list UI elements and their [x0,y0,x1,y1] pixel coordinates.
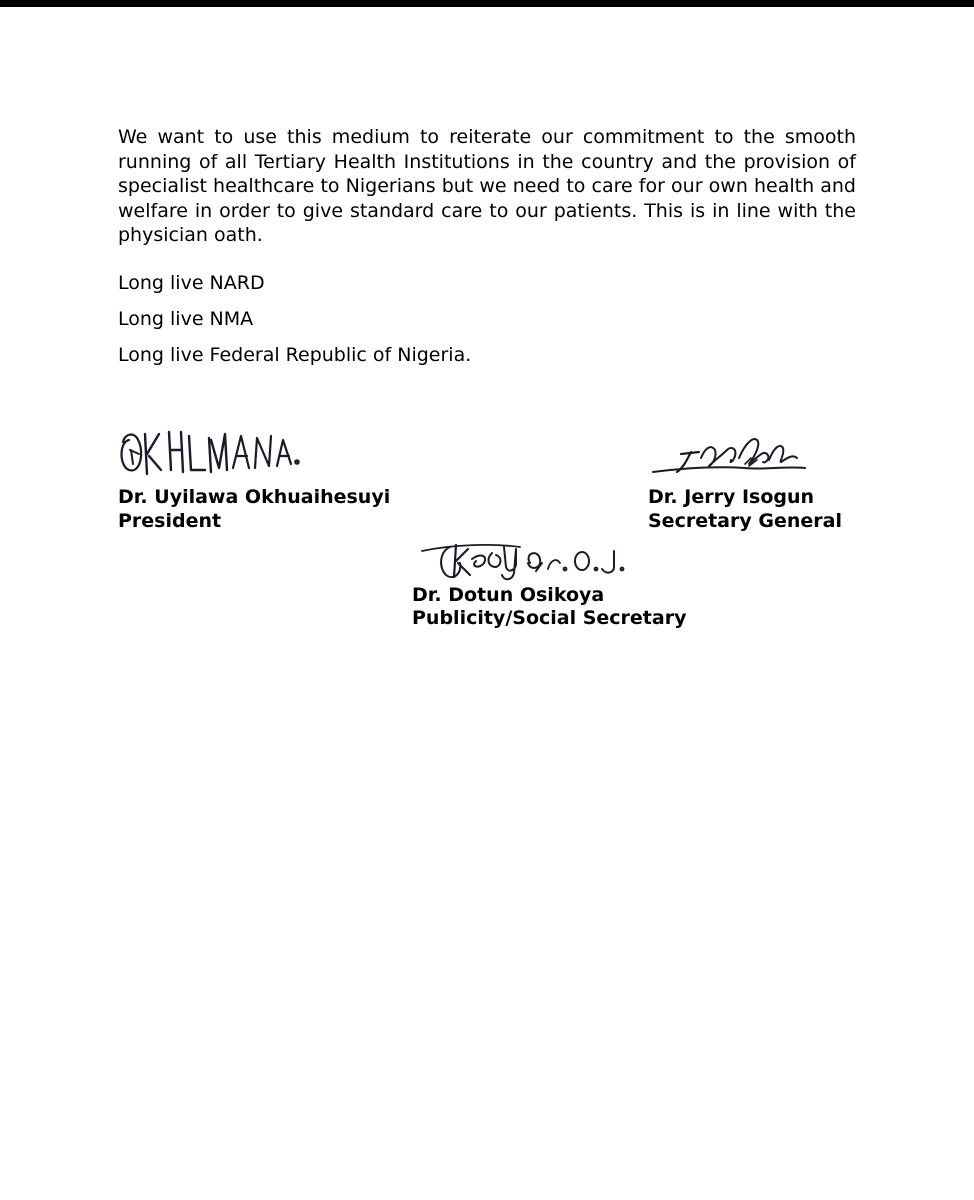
top-border [0,0,974,7]
secretary-general-name: Dr. Jerry Isogun [648,486,815,508]
secretary-general-title: Secretary General [648,510,842,532]
closing-line-nma: Long live NMA [118,308,254,330]
closing-line-nard: Long live NARD [118,272,265,294]
president-title: President [118,510,222,532]
publicity-secretary-signature [410,537,635,585]
closing-line-nigeria: Long live Federal Republic of Nigeria. [118,344,472,366]
publicity-secretary-title: Publicity/Social Secretary [412,607,687,629]
body-paragraph: We want to use this medium to reiterate our commitment to the smooth running of all Tertiary Health Institutions in the country and the provision of specialist healthcare to Nigerians but we need to care for our own health and welfare in order to give standard care to our patients. This is in line with the physician oath. [118,126,856,246]
secretary-general-signature [645,420,820,482]
publicity-secretary-name: Dr. Dotun Osikoya [412,584,605,606]
president-signature [115,420,315,482]
president-name: Dr. Uyilawa Okhuaihesuyi [118,486,391,508]
